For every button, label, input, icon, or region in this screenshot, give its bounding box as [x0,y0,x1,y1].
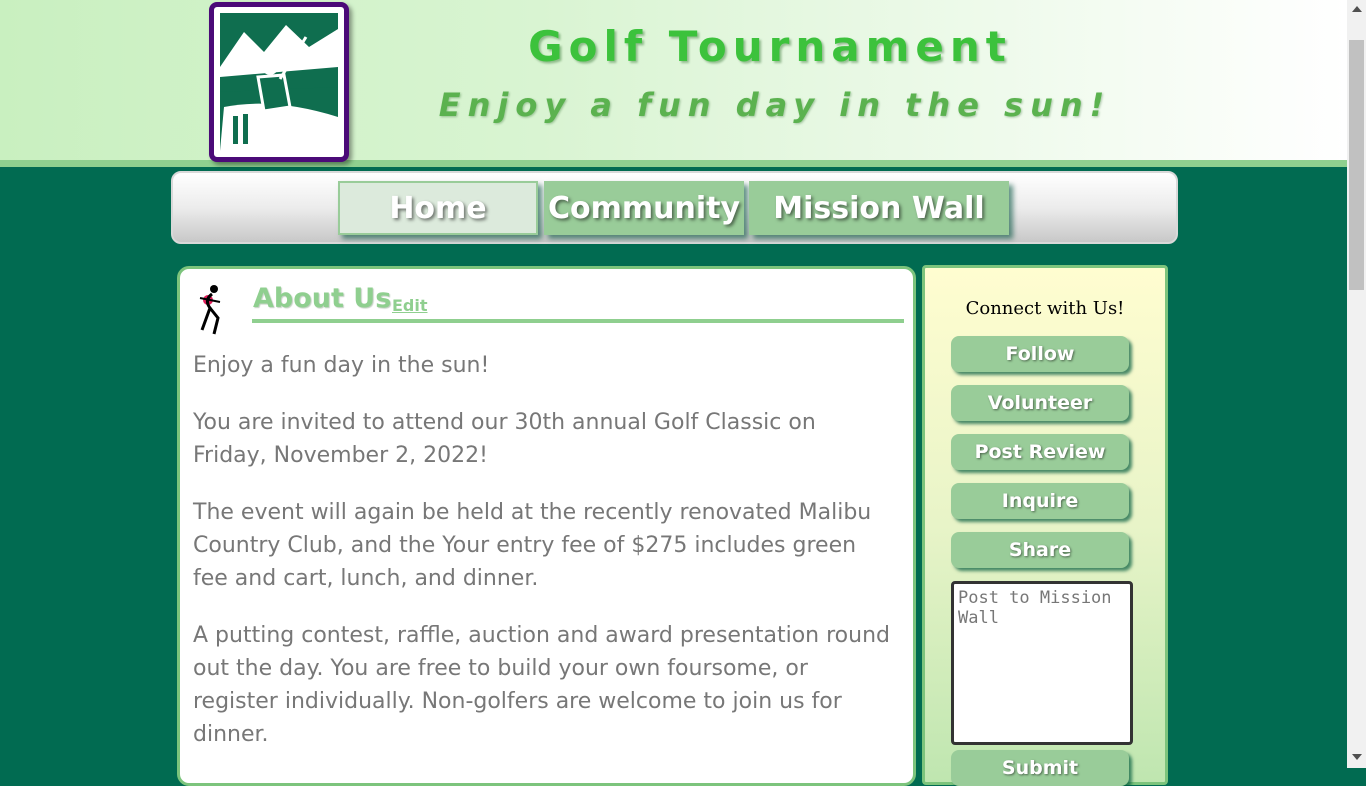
vertical-scrollbar[interactable] [1347,0,1366,768]
paragraph: Enjoy a fun day in the sun! [193,353,490,378]
connect-title: Connect with Us! [965,298,1125,319]
paragraph: The event will again be held at the recently renovated Malibu Country Club, and the Your entry fee of $275 includes green fee and cart, lunch, and dinner. [193,500,872,591]
share-button[interactable]: Share [951,532,1129,568]
golfer-icon [194,284,230,336]
paragraph: A putting contest, raffle, auction and award presentation round out the day. You are free to build your own foursome, or register individually. Non-golfers are welcome to join us for dinner. [193,623,890,747]
scroll-up-icon[interactable] [1352,6,1362,12]
title-divider [252,319,904,323]
post-review-button[interactable]: Post Review [951,434,1129,470]
mission-wall-textarea[interactable] [951,581,1133,745]
tab-home[interactable]: Home [338,181,538,235]
site-tagline: Enjoy a fun day in the sun! [438,86,1112,124]
paragraph: You are invited to attend our 30th annual Golf Classic on Friday, November 2, 2022! [193,410,816,468]
connect-sidebar [922,265,1168,785]
about-content [193,349,893,775]
volunteer-button[interactable]: Volunteer [951,385,1129,421]
submit-button[interactable]: Submit [951,750,1129,786]
scroll-thumb[interactable] [1349,40,1364,290]
tab-mission-wall[interactable]: Mission Wall [749,181,1009,235]
site-header [0,0,1347,167]
inquire-button[interactable]: Inquire [951,483,1129,519]
site-title: Golf Tournament [528,22,1012,71]
follow-button[interactable]: Follow [951,336,1129,372]
edit-link[interactable]: Edit [392,296,428,315]
main-nav [171,171,1178,244]
golfer-logo-icon[interactable] [209,2,349,162]
section-title: About Us [253,283,392,314]
scroll-down-icon[interactable] [1352,754,1362,760]
about-us-panel [177,266,916,786]
tab-community[interactable]: Community [544,181,744,235]
